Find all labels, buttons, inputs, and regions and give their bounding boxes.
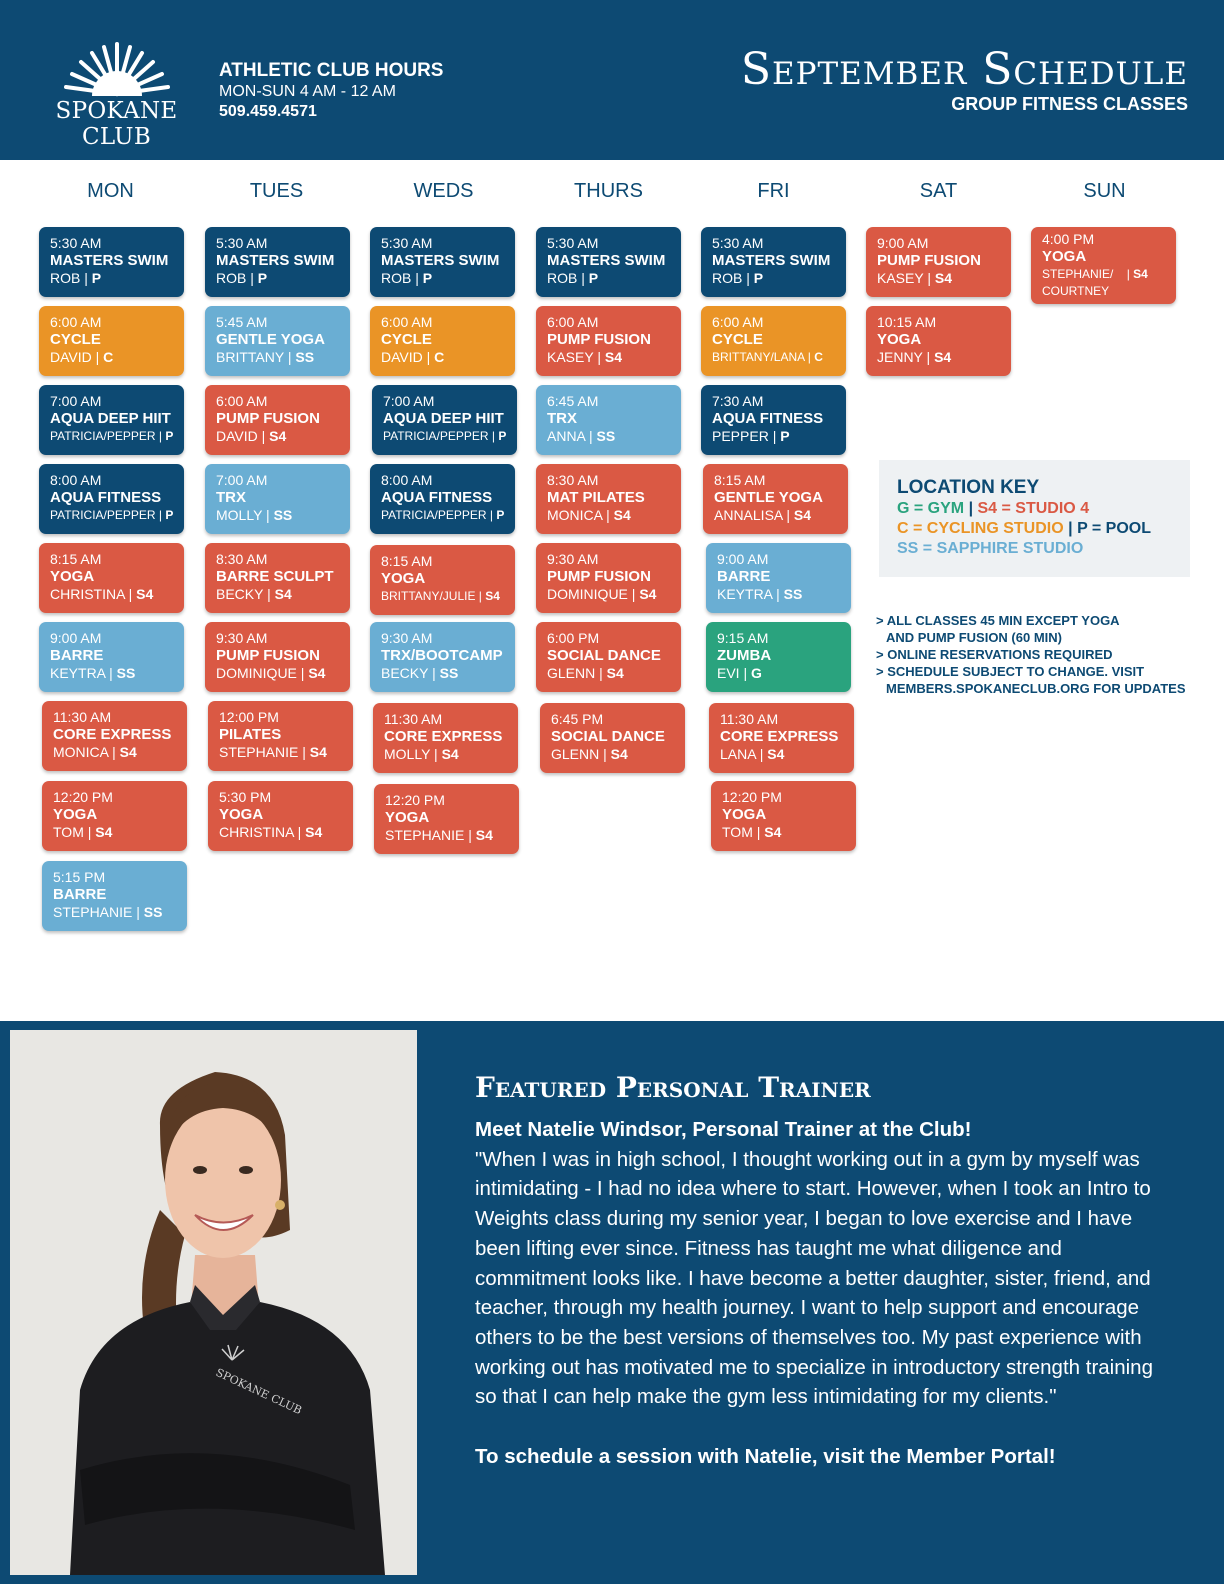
- class-location: SS: [596, 428, 616, 444]
- class-location: P: [588, 270, 599, 286]
- class-location: S4: [269, 428, 287, 444]
- class-time: 12:20 PM: [722, 789, 782, 805]
- class-instructor: BECKY | SS: [381, 665, 459, 681]
- class-instructor: JENNY | S4: [877, 349, 952, 365]
- class-instructor: CHRISTINA | S4: [50, 586, 154, 602]
- class-location: S4: [475, 827, 493, 843]
- class-location: P: [165, 508, 174, 522]
- class-location: S4: [441, 746, 459, 762]
- class-card[interactable]: [706, 622, 851, 692]
- class-location: SS: [273, 507, 293, 523]
- class-name: YOGA: [877, 331, 922, 348]
- class-location: S4: [485, 589, 500, 603]
- class-instructor: MOLLY | S4: [384, 746, 459, 762]
- class-card[interactable]: [536, 622, 681, 692]
- class-card[interactable]: [42, 781, 187, 851]
- class-location: S4: [793, 507, 812, 523]
- class-instructor: BRITTANY/JULIE | S4: [381, 589, 500, 603]
- class-instructor: STEPHANIE | SS: [53, 904, 163, 920]
- class-location: S4: [119, 744, 137, 760]
- class-location: SS: [783, 586, 803, 602]
- class-card[interactable]: [208, 701, 353, 771]
- class-instructor: STEPHANIE | S4: [385, 827, 493, 843]
- class-card[interactable]: [703, 464, 848, 534]
- class-name: AQUA DEEP HIIT: [50, 410, 171, 427]
- class-time: 9:00 AM: [50, 630, 102, 646]
- class-name: AQUA FITNESS: [50, 489, 162, 506]
- class-instructor: STEPHANIE/ | S4: [1042, 267, 1148, 281]
- class-location: C: [103, 349, 114, 365]
- class-card[interactable]: [205, 306, 350, 376]
- note-line: > ALL CLASSES 45 MIN EXCEPT YOGA: [876, 613, 1120, 628]
- class-location: P: [496, 508, 505, 522]
- class-time: 5:30 AM: [381, 235, 433, 251]
- schedule-notes: [876, 612, 1186, 697]
- location-key: [879, 460, 1190, 577]
- note-line: AND PUMP FUSION (60 MIN): [886, 630, 1062, 645]
- class-name: BARRE: [717, 568, 771, 585]
- class-name: MASTERS SWIM: [216, 252, 335, 269]
- class-instructor: TOM | S4: [722, 824, 782, 840]
- class-card[interactable]: [39, 464, 184, 534]
- trainer-photo: [10, 1030, 417, 1575]
- class-name: YOGA: [50, 568, 95, 585]
- class-name: MASTERS SWIM: [381, 252, 500, 269]
- class-card[interactable]: [370, 306, 515, 376]
- key-studio4: S4 = STUDIO 4: [977, 500, 1090, 517]
- jacket-logo-text: SPOKANE CLUB: [213, 1365, 304, 1418]
- class-time: 6:00 AM: [50, 314, 102, 330]
- class-name: AQUA FITNESS: [381, 489, 493, 506]
- class-time: 8:15 AM: [714, 472, 766, 488]
- class-time: 5:30 AM: [216, 235, 268, 251]
- class-card[interactable]: [39, 543, 184, 613]
- class-name: GENTLE YOGA: [216, 331, 325, 348]
- class-time: 6:00 AM: [712, 314, 764, 330]
- section-title: Featured Personal Trainer: [475, 1071, 871, 1104]
- class-time: 5:15 PM: [53, 869, 106, 885]
- class-name: YOGA: [381, 570, 426, 587]
- class-instructor: PATRICIA/PEPPER | P: [383, 429, 507, 443]
- day-label-fri: FRI: [757, 180, 790, 202]
- class-instructor: MOLLY | SS: [216, 507, 293, 523]
- class-location: SS: [439, 665, 459, 681]
- class-instructor: PEPPER | P: [712, 428, 790, 444]
- class-location: S4: [934, 349, 952, 365]
- class-location: S4: [305, 824, 323, 840]
- class-name: MASTERS SWIM: [547, 252, 666, 269]
- class-time: 7:00 AM: [216, 472, 268, 488]
- class-instructor: CHRISTINA | S4: [219, 824, 323, 840]
- day-label-tues: TUES: [249, 180, 304, 202]
- class-location: S4: [604, 349, 622, 365]
- class-location: S4: [1133, 267, 1148, 281]
- class-location: P: [753, 270, 764, 286]
- class-name: YOGA: [385, 809, 430, 826]
- class-name: YOGA: [722, 806, 767, 823]
- class-card[interactable]: [370, 227, 515, 297]
- schedule-session-cta[interactable]: To schedule a session with Natelie, visit the Member Portal!: [475, 1445, 1056, 1469]
- class-instructor: ROB | P: [381, 270, 433, 286]
- class-time: 7:30 AM: [712, 393, 764, 409]
- class-instructor: DAVID | C: [381, 349, 445, 365]
- class-name: PUMP FUSION: [547, 331, 651, 348]
- class-location: S4: [136, 586, 154, 602]
- class-card[interactable]: [866, 227, 1011, 297]
- class-card[interactable]: [866, 306, 1011, 376]
- class-card[interactable]: [701, 385, 846, 455]
- class-card[interactable]: [208, 781, 353, 851]
- key-sapphire: SS = SAPPHIRE STUDIO: [897, 540, 1084, 557]
- class-instructor: ROB | P: [50, 270, 102, 286]
- class-instructor: KEYTRA | SS: [717, 586, 803, 602]
- class-time: 9:30 AM: [547, 551, 599, 567]
- trainer-portrait-icon: [10, 1030, 417, 1575]
- class-name: MASTERS SWIM: [712, 252, 831, 269]
- class-instructor: KASEY | S4: [877, 270, 952, 286]
- class-instructor: PATRICIA/PEPPER | P: [50, 429, 174, 443]
- class-location: S4: [309, 744, 327, 760]
- class-location: S4: [764, 824, 782, 840]
- class-card[interactable]: [370, 545, 515, 615]
- class-name: TRX: [216, 489, 246, 506]
- class-time: 9:00 AM: [717, 551, 769, 567]
- class-location: C: [434, 349, 445, 365]
- class-time: 12:00 PM: [219, 709, 279, 725]
- class-name: CORE EXPRESS: [384, 728, 503, 745]
- class-name: TRX/BOOTCAMP: [381, 647, 503, 664]
- class-location: SS: [116, 665, 136, 681]
- day-label-sat: SAT: [919, 180, 958, 202]
- class-time: 9:15 AM: [717, 630, 769, 646]
- location-key-line-3: [897, 539, 1190, 559]
- class-card[interactable]: [709, 703, 854, 773]
- class-card[interactable]: [536, 543, 681, 613]
- class-location: C: [814, 350, 823, 364]
- class-name: BARRE SCULPT: [216, 568, 334, 585]
- class-time: 5:30 AM: [50, 235, 102, 251]
- class-name: MASTERS SWIM: [50, 252, 169, 269]
- class-instructor: LANA | S4: [720, 746, 785, 762]
- class-name: SOCIAL DANCE: [547, 647, 661, 664]
- class-time: 12:20 PM: [385, 792, 445, 808]
- class-location: S4: [610, 746, 628, 762]
- class-instructor: ANNA | SS: [547, 428, 616, 444]
- class-name: SOCIAL DANCE: [551, 728, 665, 745]
- class-name: AQUA DEEP HIIT: [383, 410, 504, 427]
- class-card[interactable]: [372, 385, 517, 455]
- class-card[interactable]: [42, 861, 187, 931]
- location-key-line-2: C = CYCLING STUDIO | P = POOL: [897, 520, 1152, 537]
- class-location: P: [498, 429, 507, 443]
- class-card[interactable]: [205, 622, 350, 692]
- header-banner: [0, 0, 1224, 160]
- class-instructor: EVI | G: [717, 665, 762, 681]
- class-time: 8:30 AM: [216, 551, 268, 567]
- class-instructor: PATRICIA/PEPPER | P: [50, 508, 174, 522]
- class-time: 8:15 AM: [381, 553, 433, 569]
- class-time: 6:00 AM: [547, 314, 599, 330]
- class-time: 6:00 PM: [547, 630, 600, 646]
- logo-wordmark: SPOKANE CLUB: [55, 98, 178, 150]
- class-location: SS: [295, 349, 315, 365]
- class-card[interactable]: [373, 703, 518, 773]
- class-card[interactable]: [536, 227, 681, 297]
- key-gym: G = GYM: [897, 500, 965, 517]
- class-location: S4: [934, 270, 952, 286]
- class-card[interactable]: [711, 781, 856, 851]
- class-time: 8:00 AM: [50, 472, 102, 488]
- class-time: 11:30 AM: [720, 711, 779, 727]
- class-name: BARRE: [50, 647, 104, 664]
- class-instructor: ANNALISA | S4: [714, 507, 812, 523]
- class-instructor: DOMINIQUE | S4: [216, 665, 326, 681]
- class-name: AQUA FITNESS: [712, 410, 824, 427]
- class-card[interactable]: [540, 703, 685, 773]
- class-time: 9:30 AM: [381, 630, 433, 646]
- class-location: S4: [767, 746, 785, 762]
- class-location: S4: [639, 586, 657, 602]
- day-label-thurs: THURS: [574, 180, 643, 202]
- class-name: TRX: [547, 410, 577, 427]
- club-hours: [219, 60, 443, 122]
- class-time: 10:15 AM: [877, 314, 937, 330]
- class-name: PUMP FUSION: [216, 647, 320, 664]
- class-location: G: [751, 665, 762, 681]
- class-time: 7:00 AM: [50, 393, 102, 409]
- class-card[interactable]: [370, 622, 515, 692]
- class-card[interactable]: [536, 385, 681, 455]
- class-name: PUMP FUSION: [547, 568, 651, 585]
- trainer-intro: Meet Natelie Windsor, Personal Trainer at the Club!: [475, 1118, 972, 1141]
- class-card[interactable]: [39, 622, 184, 692]
- class-name: PUMP FUSION: [216, 410, 320, 427]
- featured-trainer-section: [0, 1021, 1224, 1584]
- class-time: 6:45 AM: [547, 393, 599, 409]
- trainer-quote: "When I was in high school, I thought working out in a gym by myself was intimidating - I had no idea where to start. However, when I took an Intro to Weights class during my senior year, I began to love exercise and I have been lifting ever since. Fitness has taught me what diligence and commitment looks like. I have become a better daughter, sister, friend, and teacher, through my health journey. I want to help support and encourage others to be the best versions of themselves too. My past experience with working out has motivated me to specialize in introductory strength training so that I can help make the gym less intimidating for my clients.": [475, 1147, 1153, 1409]
- class-time: 8:00 AM: [381, 472, 433, 488]
- class-time: 8:15 AM: [50, 551, 102, 567]
- class-instructor: ROB | P: [712, 270, 764, 286]
- note-line: > ONLINE RESERVATIONS REQUIRED: [876, 647, 1113, 662]
- class-card[interactable]: [706, 543, 851, 613]
- class-card[interactable]: [374, 784, 519, 854]
- class-time: 6:45 PM: [551, 711, 604, 727]
- class-instructor: BRITTANY | SS: [216, 349, 315, 365]
- class-card[interactable]: [205, 227, 350, 297]
- class-location: P: [257, 270, 268, 286]
- class-card[interactable]: [1031, 227, 1176, 304]
- class-name: YOGA: [1042, 248, 1087, 265]
- class-location: SS: [143, 904, 163, 920]
- class-instructor: KEYTRA | SS: [50, 665, 136, 681]
- location-key-title: LOCATION KEY: [897, 477, 1040, 498]
- class-name: CYCLE: [712, 331, 763, 348]
- class-instructor: TOM | S4: [53, 824, 113, 840]
- class-card[interactable]: [205, 464, 350, 534]
- class-instructor: STEPHANIE | S4: [219, 744, 327, 760]
- class-name: MAT PILATES: [547, 489, 645, 506]
- class-time: 6:00 AM: [216, 393, 268, 409]
- note-line: > SCHEDULE SUBJECT TO CHANGE. VISIT: [876, 664, 1145, 679]
- class-time: 11:30 AM: [53, 709, 112, 725]
- class-name: YOGA: [219, 806, 264, 823]
- class-instructor-second: COURTNEY: [1042, 284, 1110, 298]
- class-card[interactable]: [39, 227, 184, 297]
- class-card[interactable]: [370, 464, 515, 534]
- class-location: S4: [613, 507, 631, 523]
- day-label-weds: WEDS: [413, 180, 474, 202]
- class-name: CYCLE: [50, 331, 101, 348]
- class-card[interactable]: [205, 385, 350, 455]
- class-time: 5:45 AM: [216, 314, 268, 330]
- class-name: ZUMBA: [717, 647, 772, 664]
- class-instructor: DAVID | S4: [216, 428, 287, 444]
- key-cycling: C = CYCLING STUDIO: [897, 520, 1064, 537]
- class-location: S4: [95, 824, 113, 840]
- class-card[interactable]: [42, 701, 187, 771]
- class-card[interactable]: [536, 306, 681, 376]
- class-location: P: [165, 429, 174, 443]
- class-location: S4: [308, 665, 326, 681]
- class-instructor: DAVID | C: [50, 349, 114, 365]
- class-name: GENTLE YOGA: [714, 489, 823, 506]
- class-instructor: MONICA | S4: [53, 744, 137, 760]
- class-time: 8:30 AM: [547, 472, 599, 488]
- class-card[interactable]: [205, 543, 350, 613]
- class-location: S4: [606, 665, 624, 681]
- class-card[interactable]: [536, 464, 681, 534]
- note-link[interactable]: MEMBERS.SPOKANECLUB.ORG FOR UPDATES: [886, 681, 1186, 696]
- key-pool: P = POOL: [1077, 520, 1152, 537]
- class-instructor: PATRICIA/PEPPER | P: [381, 508, 505, 522]
- class-time: 12:20 PM: [53, 789, 113, 805]
- class-location: P: [422, 270, 433, 286]
- page-title: September Schedule: [740, 44, 1188, 95]
- location-key-line-1: G = GYM | S4 = STUDIO 4: [897, 500, 1090, 517]
- class-name: PILATES: [219, 726, 282, 743]
- hours-title: ATHLETIC CLUB HOURS: [219, 60, 444, 81]
- class-name: CYCLE: [381, 331, 432, 348]
- class-name: YOGA: [53, 806, 98, 823]
- class-name: CORE EXPRESS: [720, 728, 839, 745]
- class-location: S4: [274, 586, 292, 602]
- class-time: 5:30 AM: [712, 235, 764, 251]
- class-card[interactable]: [39, 385, 184, 455]
- class-time: 9:30 AM: [216, 630, 268, 646]
- class-time: 11:30 AM: [384, 711, 443, 727]
- class-time: 5:30 PM: [219, 789, 272, 805]
- class-time: 6:00 AM: [381, 314, 433, 330]
- class-time: 4:00 PM: [1042, 231, 1095, 247]
- class-location: P: [780, 428, 790, 444]
- hours-time: MON-SUN 4 AM - 12 AM: [219, 83, 396, 100]
- class-location: P: [91, 270, 102, 286]
- day-label-mon: MON: [87, 180, 134, 202]
- class-instructor: BECKY | S4: [216, 586, 292, 602]
- club-logo: [34, 38, 199, 150]
- sunburst-icon: [62, 38, 172, 100]
- trainer-bio: [475, 1115, 1175, 1472]
- class-instructor: GLENN | S4: [547, 665, 624, 681]
- class-name: BARRE: [53, 886, 107, 903]
- class-instructor: DOMINIQUE | S4: [547, 586, 657, 602]
- class-time: 9:00 AM: [877, 235, 929, 251]
- class-card[interactable]: [701, 227, 846, 297]
- day-label-sun: SUN: [1083, 180, 1126, 202]
- class-instructor: GLENN | S4: [551, 746, 628, 762]
- class-name: CORE EXPRESS: [53, 726, 172, 743]
- class-time: 5:30 AM: [547, 235, 599, 251]
- class-card[interactable]: [701, 306, 846, 376]
- class-time: 7:00 AM: [383, 393, 435, 409]
- page-subtitle: GROUP FITNESS CLASSES: [951, 94, 1188, 114]
- class-name: PUMP FUSION: [877, 252, 981, 269]
- phone-number[interactable]: 509.459.4571: [219, 103, 317, 120]
- class-instructor: KASEY | S4: [547, 349, 622, 365]
- class-instructor: BRITTANY/LANA | C: [712, 350, 823, 364]
- class-instructor: ROB | P: [547, 270, 599, 286]
- class-instructor: MONICA | S4: [547, 507, 631, 523]
- class-instructor: ROB | P: [216, 270, 268, 286]
- class-card[interactable]: [39, 306, 184, 376]
